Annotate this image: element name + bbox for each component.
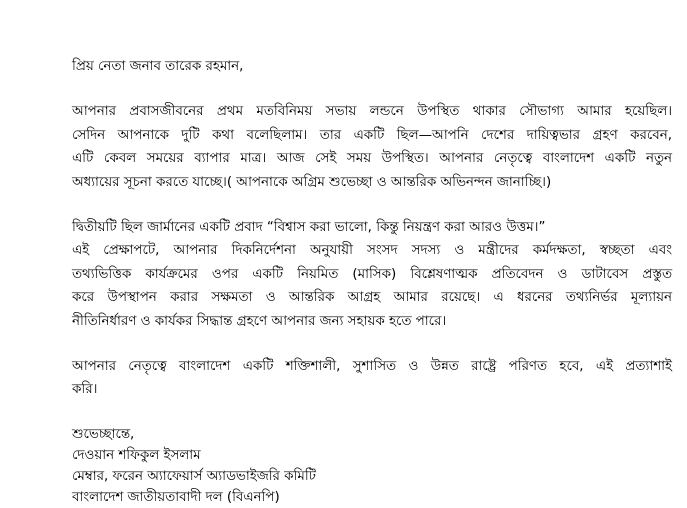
paragraph-proposal [72, 216, 672, 333]
signatory-position: মেম্বার, ফরেন অ্যাফেয়ার্স অ্যাডভাইজরি কমিটি [72, 468, 316, 484]
paragraph-line: এটি কেবল সময়ের ব্যাপার মাত্র। আজ সেই সময় উপস্থিত। আপনার নেতৃত্বে বাংলাদেশ একটি নতুন [72, 151, 672, 167]
paragraph-line: নীতিনির্ধারণ ও কার্যকর সিদ্ধান্ত গ্রহণে আপনার জন্য সহায়ক হতে পারে। [72, 313, 447, 329]
paragraph-intro [72, 100, 672, 194]
signatory-name: দেওয়ান শফিকুল ইসলাম [72, 447, 201, 463]
paragraph-line: করে উপস্থাপন করার সক্ষমতা ও আন্তরিক আগ্রহ আমার রয়েছে। এ ধরনের তথ্যনির্ভর মূল্যায়ন [72, 290, 672, 306]
paragraph-line: অধ্যায়ের সূচনা করতে যাচ্ছে।( আপনাকে অগ্রিম শুভেচ্ছা ও আন্তরিক অভিনন্দন জানাচ্ছি।) [72, 174, 552, 190]
signatory-organization: বাংলাদেশ জাতীয়তাবাদী দল (বিএনপি) [72, 489, 280, 505]
signature-block [72, 424, 672, 508]
paragraph-line: তথ্যভিত্তিক কার্যক্রমের ওপর একটি নিয়মিত (মাসিক) বিশ্লেষণাত্মক প্রতিবেদন ও ডাটাবেস প্রস্তুত [72, 266, 672, 282]
paragraph-line: আপনার প্রবাসজীবনের প্রথম মতবিনিময় সভায় লন্ডনে উপস্থিত থাকার সৌভাগ্য আমার হয়েছিল। [72, 104, 672, 120]
paragraph-line: সেদিন আপনাকে দুটি কথা বলেছিলাম। তার একটি ছিল—আপনি দেশের দায়িত্বভার গ্রহণ করবেন, [72, 127, 672, 143]
paragraph-line: দ্বিতীয়টি ছিল জার্মানের একটি প্রবাদ “বিশ্বাস করা ভালো, কিন্তু নিয়ন্ত্রণ করা আরও উত্তম।” [72, 220, 546, 236]
paragraph-hope [72, 355, 672, 402]
salutation-line: প্রিয় নেতা জনাব তারেক রহমান, [72, 59, 244, 74]
paragraph-line: এই প্রেক্ষাপটে, আপনার দিকনির্দেশনা অনুযায়ী সংসদ সদস্য ও মন্ত্রীদের কর্মদক্ষতা, স্বচ্ছতা এবং [72, 243, 672, 259]
paragraph-line: আপনার নেতৃত্বে বাংলাদেশ একটি শক্তিশালী, সুশাসিত ও উন্নত রাষ্ট্রে পরিণত হবে, এই প্রত্যাশাই [72, 359, 672, 375]
salutation [72, 55, 672, 78]
letter [72, 55, 672, 508]
paragraph-line: করি। [72, 382, 98, 398]
closing-text: শুভেচ্ছান্তে, [72, 426, 135, 442]
